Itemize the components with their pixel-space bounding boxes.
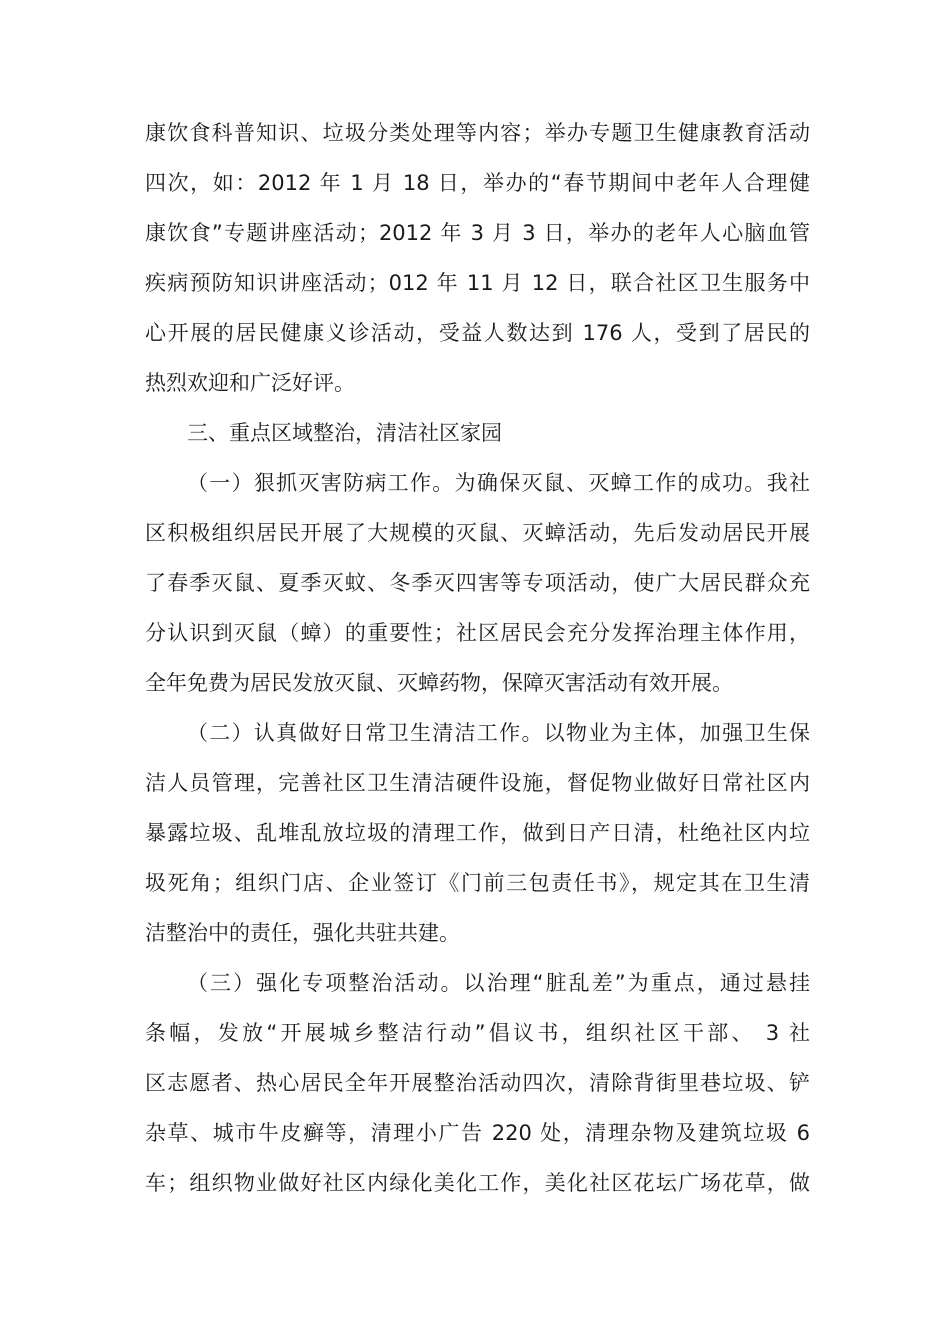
text-line: 热烈欢迎和广泛好评。 (145, 371, 355, 395)
text-line: 区积极组织居民开展了大规模的灭鼠、灭蟑活动，先后发动居民开展 (145, 521, 810, 545)
text-line: 分认识到灭鼠（蟑）的重要性；社区居民会充分发挥治理主体作用， (145, 621, 810, 645)
text-line: 康饮食”专题讲座活动；2012 年 3 月 3 日，举办的老年人心脑血管 (145, 221, 810, 245)
text-line: 洁人员管理，完善社区卫生清洁硬件设施，督促物业做好日常社区内 (145, 771, 810, 795)
text-line: 全年免费为居民发放灭鼠、灭蟑药物，保障灭害活动有效开展。 (145, 671, 733, 695)
text-line: 疾病预防知识讲座活动；012 年 11 月 12 日，联合社区卫生服务中 (145, 271, 810, 295)
text-line: 区志愿者、热心居民全年开展整治活动四次，清除背街里巷垃圾、铲 (145, 1071, 810, 1095)
text-line: 车；组织物业做好社区内绿化美化工作，美化社区花坛广场花草，做 (145, 1171, 810, 1195)
text-line: 条幅，发放“开展城乡整洁行动”倡议书，组织社区干部、 3 社 (145, 1021, 810, 1045)
text-line: 心开展的居民健康义诊活动，受益人数达到 176 人，受到了居民的 (145, 321, 810, 345)
text-line: 了春季灭鼠、夏季灭蚊、冬季灭四害等专项活动，使广大居民群众充 (145, 571, 810, 595)
text-line: 康饮食科普知识、垃圾分类处理等内容；举办专题卫生健康教育活动 (145, 121, 810, 145)
text-line: 洁整治中的责任，强化共驻共建。 (145, 921, 460, 945)
text-line: 暴露垃圾、乱堆乱放垃圾的清理工作，做到日产日清，杜绝社区内垃 (145, 821, 810, 845)
text-line: 杂草、城市牛皮癣等，清理小广告 220 处，清理杂物及建筑垃圾 6 (145, 1121, 810, 1145)
text-line: 四次，如：2012 年 1 月 18 日，举办的“春节期间中老年人合理健 (145, 171, 810, 195)
text-line: 三、重点区域整治，清洁社区家园 (187, 421, 502, 445)
text-line: 圾死角；组织门店、企业签订《门前三包责任书》，规定其在卫生清 (145, 871, 810, 895)
text-line: （三）强化专项整治活动。以治理“脏乱差”为重点，通过悬挂 (187, 971, 810, 995)
body-text (145, 108, 810, 1208)
text-line: （二）认真做好日常卫生清洁工作。以物业为主体，加强卫生保 (187, 721, 810, 745)
text-line: （一）狠抓灭害防病工作。为确保灭鼠、灭蟑工作的成功。我社 (187, 471, 810, 495)
